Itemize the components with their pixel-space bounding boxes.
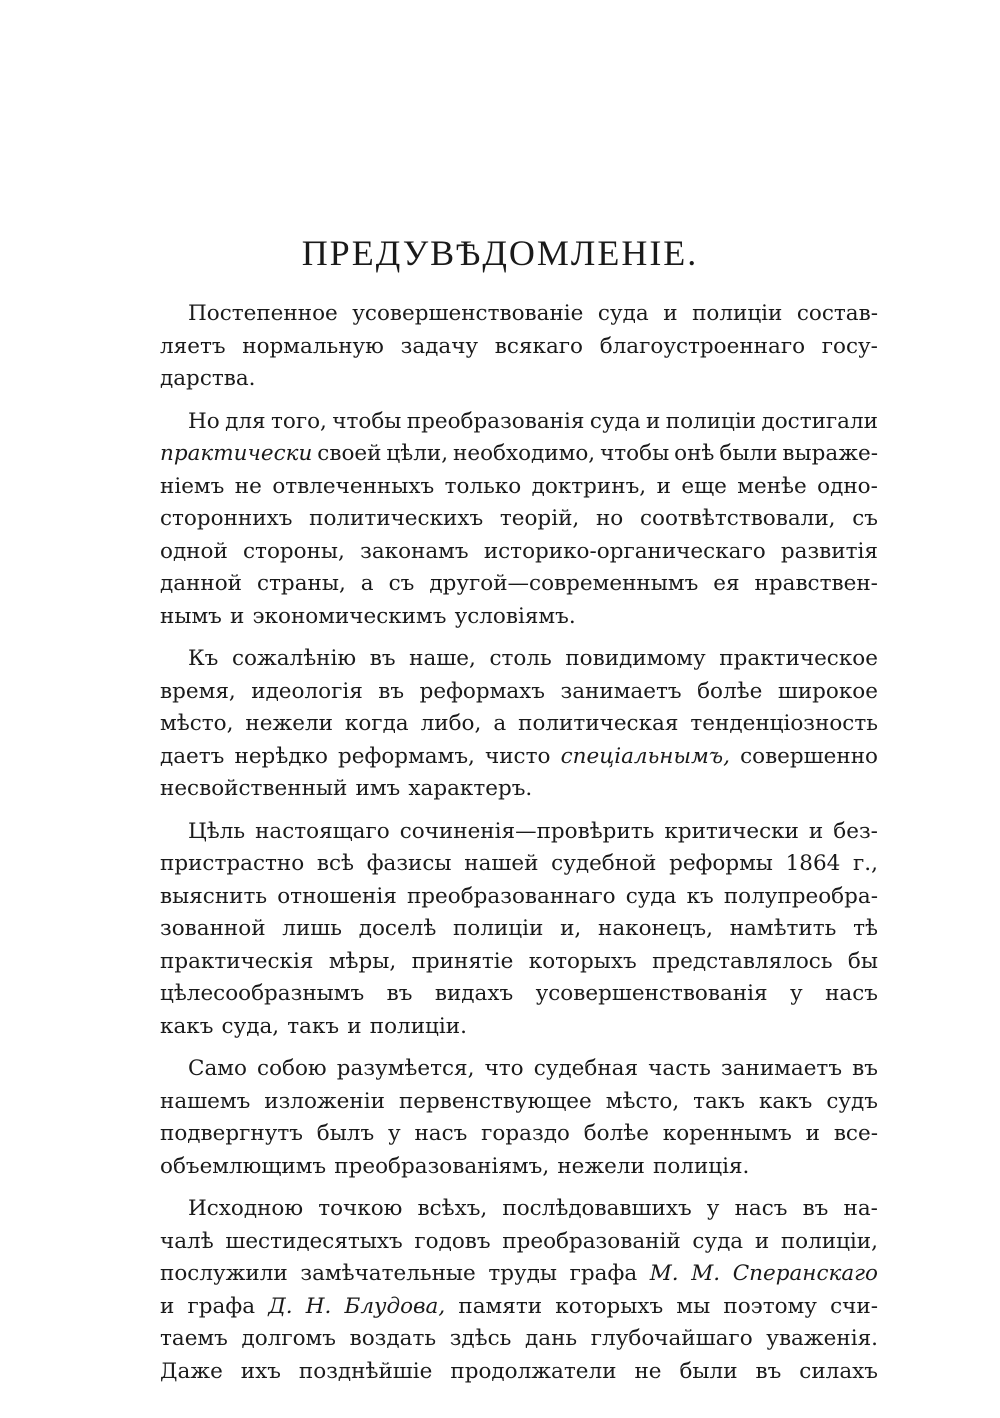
text-line: объемлющимъ преобразованіямъ, нежели полиція. xyxy=(160,1153,750,1179)
text-line: дарства. xyxy=(160,366,256,391)
text-line: данной страны, а съ другой—современнымъ ея нравствен- xyxy=(160,571,878,596)
text-line: даетъ нерѣдко реформамъ, чисто спеціальнымъ, совершенно xyxy=(160,743,878,769)
text-line: Постепенное усовершенствованіе суда и полиціи состав- xyxy=(188,301,878,326)
text-line: какъ суда, такъ и полиціи. xyxy=(160,1013,467,1039)
paragraph xyxy=(160,816,878,1044)
text-line: Даже ихъ позднѣйшіе продолжатели не были въ силахъ xyxy=(160,1358,878,1384)
paragraph xyxy=(160,643,878,806)
text-line: Цѣль настоящаго сочиненія—провѣрить критически и без- xyxy=(188,818,878,844)
text-line: Само собою разумѣется, что судебная часть занимаетъ въ xyxy=(188,1056,878,1081)
text-line: Исходною точкою всѣхъ, послѣдовавшихъ у насъ въ на- xyxy=(188,1196,878,1221)
text-line: цѣлесообразнымъ въ видахъ усовершенствованія у насъ xyxy=(160,981,878,1006)
text-line: несвойственный имъ характеръ. xyxy=(160,776,533,801)
text-line: зованной лишь доселѣ полиціи и, наконецъ, намѣтить тѣ xyxy=(160,916,878,941)
text-line: нашемъ изложеніи первенствующее мѣсто, такъ какъ судъ xyxy=(160,1088,878,1114)
text-line: подвергнутъ былъ у насъ гораздо болѣе кореннымъ и все- xyxy=(160,1121,878,1146)
text-line: нымъ и экономическимъ условіямъ. xyxy=(160,603,576,629)
text-line: стороннихъ политическихъ теорій, но соотвѣтствовали, съ xyxy=(160,506,878,531)
text-line: Къ сожалѣнію въ наше, столь повидимому практическое xyxy=(188,646,878,671)
text-line: практически своей цѣли, необходимо, чтобы онѣ были выраже- xyxy=(160,441,878,466)
text-line: выяснить отношенія преобразованнаго суда къ полупреобра- xyxy=(160,883,878,909)
text-line: практическія мѣры, принятіе которыхъ представлялось бы xyxy=(160,948,878,974)
text-line: пристрастно всѣ фазисы нашей судебной реформы 1864 г., xyxy=(160,851,878,876)
body-text xyxy=(160,298,878,1398)
text-line: время, идеологія въ реформахъ занимаетъ болѣе широкое xyxy=(160,678,878,704)
page-title: ПРЕДУВѢДОМЛЕНІЕ. xyxy=(301,233,699,273)
text-line: послужили замѣчательные труды графа М. М. Сперанскаго xyxy=(160,1261,878,1286)
text-line: Но для того, чтобы преобразованія суда и полиціи достигали xyxy=(188,408,878,434)
paragraph xyxy=(160,406,878,634)
text-line: мѣсто, нежели когда либо, а политическая тенденціозность xyxy=(160,711,878,736)
text-line: ляетъ нормальную задачу всякаго благоустроеннаго госу- xyxy=(160,333,878,359)
text-line: одной стороны, законамъ историко-органическаго развитія xyxy=(160,538,878,564)
text-line: таемъ долгомъ воздать здѣсь дань глубочайшаго уваженія. xyxy=(160,1326,878,1351)
paragraph xyxy=(160,1193,878,1388)
paragraph xyxy=(160,1053,878,1183)
paragraph xyxy=(160,298,878,396)
text-line: и графа Д. Н. Блудова, памяти которыхъ мы поэтому счи- xyxy=(160,1293,878,1319)
text-line: чалѣ шестидесятыхъ годовъ преобразованій суда и полиціи, xyxy=(160,1228,878,1254)
text-line: ніемъ не отвлеченныхъ только доктринъ, и еще менѣе одно- xyxy=(160,473,878,499)
